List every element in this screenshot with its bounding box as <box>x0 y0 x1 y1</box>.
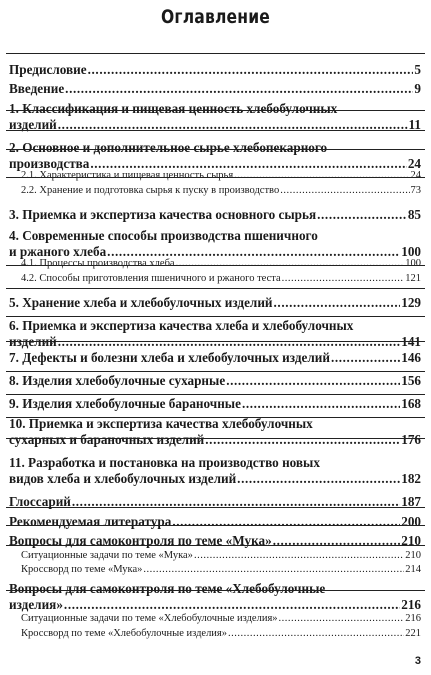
toc-entry-title: изделия» <box>9 597 63 612</box>
toc-entry-title: Кроссворд по теме «Хлебобулочные изделия» <box>21 628 228 639</box>
dot-leader <box>317 207 407 223</box>
toc-page-number: 24 <box>407 156 421 171</box>
toc-entry-title: 5. Хранение хлеба и хлебобулочных изделий <box>9 295 273 310</box>
toc-entry-title: Вопросы для самоконтроля по теме «Хлебобулочные <box>9 581 326 596</box>
toc-entry[interactable] <box>9 81 421 97</box>
toc-page-number: 24 <box>410 170 421 181</box>
toc-page-number: 168 <box>401 396 421 411</box>
toc-entry-title: 3. Приемка и экспертиза качества основного сырья <box>9 207 317 222</box>
toc-entry-title: производства <box>9 156 90 171</box>
toc-subentry[interactable] <box>9 627 421 640</box>
divider <box>6 417 425 418</box>
dot-leader <box>88 62 414 78</box>
dot-leader <box>65 81 413 97</box>
toc-subentry[interactable] <box>9 184 421 197</box>
toc-page-number: 200 <box>401 514 421 529</box>
toc-entry[interactable] <box>9 396 421 412</box>
toc-entry[interactable] <box>9 228 421 260</box>
toc-entry-title: и ржаного хлеба <box>9 244 107 259</box>
toc-entry[interactable] <box>9 581 421 613</box>
toc-entry[interactable] <box>9 514 421 530</box>
toc-page-number: 11 <box>408 117 421 132</box>
toc-entry[interactable] <box>9 373 421 389</box>
toc-page-number: 156 <box>401 373 421 388</box>
toc-entry-title: Введение <box>9 81 65 96</box>
toc-entry-title: 8. Изделия хлебобулочные сухарные <box>9 373 226 388</box>
dot-leader <box>282 272 405 285</box>
toc-entry[interactable] <box>9 350 421 366</box>
toc-page-number: 210 <box>401 533 421 548</box>
divider <box>6 507 425 508</box>
toc-entry[interactable] <box>9 140 421 172</box>
toc-page-number: 214 <box>405 564 421 575</box>
dot-leader <box>280 184 409 197</box>
dot-leader <box>228 627 404 640</box>
toc-page-number: 182 <box>401 471 421 486</box>
toc-entry-title: Рекомендуемая литература <box>9 514 172 529</box>
toc-entry-title: 2.1. Характеристика и пищевая ценность сырья <box>21 170 234 181</box>
toc-entry[interactable] <box>9 207 421 223</box>
toc-entry-title: Вопросы для самоконтроля по теме «Мука» <box>9 533 272 548</box>
toc-page-number: 146 <box>401 350 421 365</box>
toc-entry[interactable] <box>9 295 421 311</box>
toc-subentry[interactable] <box>9 169 421 182</box>
toc-subentry[interactable] <box>9 563 421 576</box>
dot-leader <box>64 597 400 613</box>
toc-entry[interactable] <box>9 101 421 133</box>
toc-entry-title: 7. Дефекты и болезни хлеба и хлебобулочных изделий <box>9 350 330 365</box>
divider <box>6 341 425 342</box>
toc-page-number: 5 <box>414 62 421 77</box>
toc-subentry[interactable] <box>9 272 421 285</box>
dot-leader <box>176 257 405 270</box>
page-number: 3 <box>414 655 421 667</box>
divider <box>6 265 425 266</box>
dot-leader <box>205 432 400 448</box>
toc-entry[interactable] <box>9 455 421 487</box>
dot-leader <box>172 514 400 530</box>
dot-leader <box>226 373 400 389</box>
divider <box>6 149 425 150</box>
dot-leader <box>194 549 404 562</box>
toc-entry-title: сухарных и бараночных изделий <box>9 432 205 447</box>
toc-page-number: 187 <box>401 494 421 509</box>
dot-leader <box>58 334 400 350</box>
toc-page-number: 141 <box>401 334 421 349</box>
dot-leader <box>242 396 400 412</box>
toc-entry-title: 9. Изделия хлебобулочные бараночные <box>9 396 241 411</box>
divider <box>6 590 425 591</box>
dot-leader <box>331 350 400 366</box>
page-title: Оглавление <box>160 6 271 28</box>
divider <box>6 53 425 54</box>
dot-leader <box>237 471 400 487</box>
toc-entry[interactable] <box>9 533 421 549</box>
divider <box>6 438 425 439</box>
toc-entry-title: 2.2. Хранение и подготовка сырья к пуску в производство <box>21 185 280 196</box>
dot-leader <box>274 295 401 311</box>
toc-entry-title: 11. Разработка и постановка на производство новых <box>9 455 320 470</box>
toc-entry-title: 4.2. Способы приготовления пшеничного и ржаного теста <box>21 273 281 284</box>
divider <box>6 545 425 546</box>
dot-leader <box>279 612 405 625</box>
toc-entry-title: изделий <box>9 117 57 132</box>
divider <box>6 177 425 178</box>
toc-entry[interactable] <box>9 416 421 448</box>
toc-page-number: 216 <box>401 597 421 612</box>
toc-page-number: 176 <box>401 432 421 447</box>
toc-entry-title: изделий <box>9 334 57 349</box>
toc-entry-title: 6. Приемка и экспертиза качества хлеба и хлебобулочных <box>9 318 354 333</box>
divider <box>6 110 425 111</box>
toc-page-number: 129 <box>401 295 421 310</box>
toc-entry-title: Ситуационные задачи по теме «Хлебобулочные изделия» <box>21 613 278 624</box>
divider <box>6 130 425 131</box>
toc-entry-title: 10. Приемка и экспертиза качества хлебобулочных <box>9 416 313 431</box>
toc-entry-title: видов хлеба и хлебобулочных изделий <box>9 471 237 486</box>
toc-page-number: 100 <box>401 244 421 259</box>
toc-page-number: 85 <box>407 207 421 222</box>
toc-entry-title: Глоссарий <box>9 494 71 509</box>
divider <box>6 394 425 395</box>
toc-entry-title: 2. Основное и дополнительное сырье хлебопекарного <box>9 140 328 155</box>
toc-entry-title: Ситуационные задачи по теме «Мука» <box>21 550 193 561</box>
dot-leader <box>143 563 404 576</box>
divider <box>6 525 425 526</box>
toc-entry-title: Кроссворд по теме «Мука» <box>21 564 143 575</box>
toc-page-number: 121 <box>405 273 421 284</box>
toc-page-number: 210 <box>405 550 421 561</box>
toc-entry[interactable] <box>9 62 421 78</box>
divider <box>6 371 425 372</box>
toc-page-number: 100 <box>405 258 421 269</box>
toc-subentry[interactable] <box>9 257 421 270</box>
toc-entry[interactable] <box>9 318 421 350</box>
toc-page-number: 9 <box>414 81 421 96</box>
toc-subentry[interactable] <box>9 612 421 625</box>
dot-leader <box>273 533 401 549</box>
divider <box>6 288 425 289</box>
toc-subentry[interactable] <box>9 549 421 562</box>
toc-page-number: 216 <box>405 613 421 624</box>
toc-entry-title: 4. Современные способы производства пшеничного <box>9 228 318 243</box>
toc-entry-title: Предисловие <box>9 62 87 77</box>
toc-page-number: 221 <box>405 628 421 639</box>
toc-page-number: 73 <box>410 185 421 196</box>
divider <box>6 316 425 317</box>
dot-leader <box>234 169 409 182</box>
toc-entry-title: 4.1. Процессы производства хлеба <box>21 258 175 269</box>
toc-entry-title: 1. Классификация и пищевая ценность хлебобулочных <box>9 101 338 116</box>
